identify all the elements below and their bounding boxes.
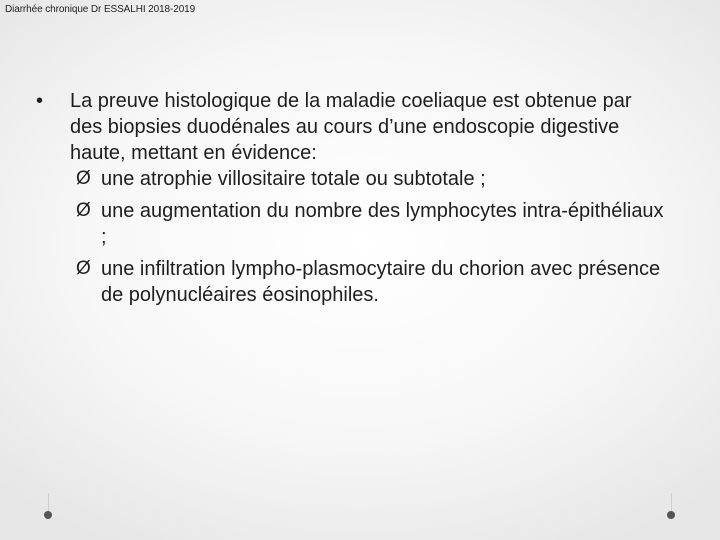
bullet-icon: •	[36, 90, 44, 112]
main-bullet	[36, 88, 666, 166]
sub-bullet-item	[36, 166, 666, 192]
sub-bullet-item	[36, 256, 666, 308]
slide-header: Diarrhée chronique Dr ESSALHI 2018-2019	[5, 4, 196, 15]
main-bullet-text: La preuve histologique de la maladie coeliaque est obtenue par des biopsies duodénales au cours d’une endoscopie digestive haute, mettant en évidence:	[70, 90, 632, 164]
sub-bullet-text: une augmentation du nombre des lymphocytes intra-épithéliaux ;	[101, 200, 664, 248]
decorative-dot-right	[667, 511, 675, 519]
sub-bullet-text: une atrophie villositaire totale ou subtotale ;	[101, 168, 486, 190]
arrow-bullet-icon: Ø	[76, 200, 91, 221]
arrow-bullet-icon: Ø	[76, 258, 91, 279]
sub-bullet-list	[36, 166, 666, 308]
sub-bullet-item	[36, 198, 666, 250]
slide-content	[36, 88, 666, 308]
decorative-dot-left	[44, 511, 52, 519]
arrow-bullet-icon: Ø	[76, 168, 91, 189]
sub-bullet-text: une infiltration lympho-plasmocytaire du chorion avec présence de polynucléaires éosinophiles.	[101, 258, 661, 306]
